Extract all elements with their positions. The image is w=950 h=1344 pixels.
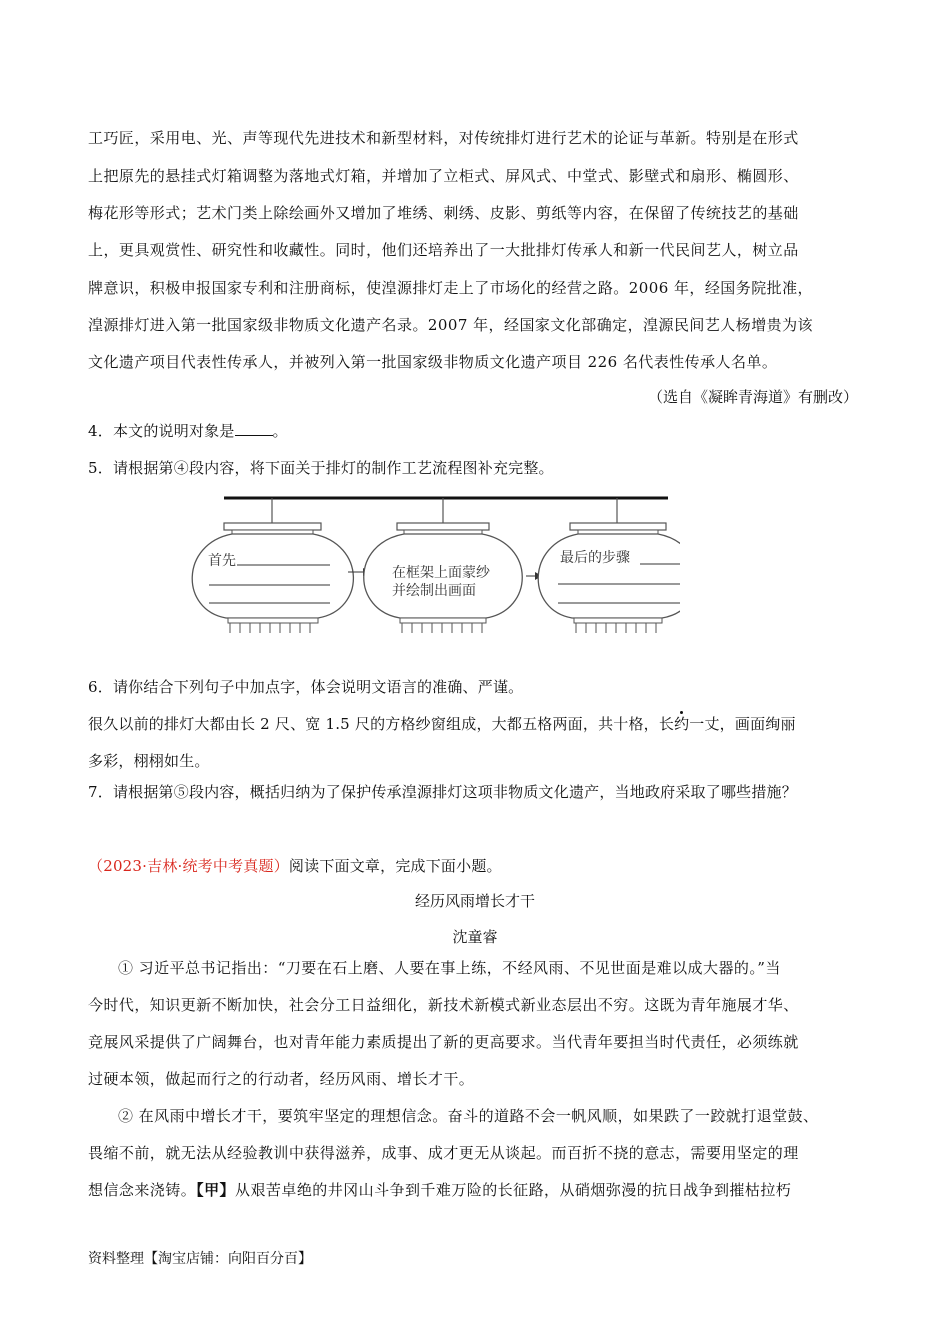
passage-line: 上把原先的悬挂式灯箱调整为落地式灯箱，并增加了立柜式、屏风式、中堂式、影壁式和扇形、椭圆形、 [88,167,799,185]
paragraph-line [88,1180,791,1200]
answer-blank[interactable] [235,435,273,436]
passage-line: 湟源排灯进入第一批国家级非物质文化遗产名录。2007 年，经国家文化部确定，湟源民间艺人杨增贵为该 [88,316,813,334]
q6-sentence-after: 一丈，画面绚丽 [689,715,796,733]
article-title: 经历风雨增长才干 [414,892,535,910]
lantern-process-diagram [190,492,680,642]
section-2-header [88,856,502,876]
passage-line: 上，更具观赏性、研究性和收藏性。同时，他们还培养出了一大批排灯传承人和新一代民间艺人，树立品 [88,241,799,259]
dotted-char: 约 [674,715,690,733]
paragraph-line: ② 在风雨中增长才干，要筑牢坚定的理想信念。奋斗的道路不会一帆风顺，如果跌了一跤就打退堂鼓、 [118,1107,819,1125]
passage-line: 工巧匠，采用电、光、声等现代先进技术和新型材料，对传统排灯进行艺术的论证与革新。特别是在形式 [88,129,799,147]
source-tag: （2023·吉林·统考中考真题） [88,857,289,875]
paragraph-line: 畏缩不前，就无法从经验教训中获得滋养，成事、成才更无从谈起。而百折不挠的意志，需要用坚定的理 [88,1144,799,1162]
article-author: 沈童睿 [452,928,498,946]
question-6: 6．请你结合下列句子中加点字，体会说明文语言的准确、严谨。 [88,678,524,696]
step-2-text-line1: 在框架上面蒙纱 [392,564,490,580]
question-4-suffix: 。 [272,422,288,440]
question-4 [88,421,288,441]
question-4-prompt: 4．本文的说明对象是 [88,422,235,440]
passage-line: 牌意识，积极申报国家专利和注册商标，使湟源排灯走上了市场化的经营之路。2006 年，经国务院批准， [88,279,813,297]
step-1-label: 首先 [208,552,236,568]
step-2-text-line2: 并绘制出画面 [392,582,476,598]
placeholder-mark: 【甲】 [196,1181,236,1199]
section-2-instruction: 阅读下面文章，完成下面小题。 [288,857,502,875]
paragraph-line: 今时代，知识更新不断加快，社会分工日益细化，新技术新模式新业态层出不穷。这既为青年施展才华、 [88,996,799,1014]
question-7: 7．请根据第⑤段内容，概括归纳为了保护传承湟源排灯这项非物质文化遗产，当地政府采取了哪些措施？ [88,783,797,801]
question-5: 5．请根据第④段内容，将下面关于排灯的制作工艺流程图补充完整。 [88,459,554,477]
q6-sentence-line1 [88,714,796,734]
paragraph-line: 竞展风采提供了广阔舞台，也对青年能力素质提出了新的更高要求。当代青年要担当时代责任，必须练就 [88,1033,799,1051]
passage-line: 梅花形等形式；艺术门类上除绘画外又增加了堆绣、刺绣、皮影、剪纸等内容，在保留了传统技艺的基础 [88,204,799,222]
lantern-step-3 [538,498,680,633]
step-3-label: 最后的步骤 [560,549,630,565]
paragraph-line: ① 习近平总书记指出：“刀要在石上磨、人要在事上练，不经风雨、不见世面是难以成大器的。”当 [118,959,781,977]
source-note: （选自《凝眸青海道》有删改） [647,388,858,406]
lantern-step-1 [192,498,353,633]
q6-sentence-line2: 多彩，栩栩如生。 [88,752,210,770]
paragraph-line: 过硬本领，做起而行之的行动者，经历风雨、增长才干。 [88,1070,475,1088]
footer-note: 资料整理【淘宝店铺：向阳百分百】 [88,1251,312,1267]
paragraph-text: 想信念来浇铸。 [88,1181,197,1199]
lantern-step-2 [364,498,523,633]
q6-sentence-before: 很久以前的排灯大都由长 2 尺、宽 1.5 尺的方格纱窗组成，大都五格两面，共十格，长 [88,715,675,733]
passage-line: 文化遗产项目代表性传承人，并被列入第一批国家级非物质文化遗产项目 226 名代表性传承人名单。 [88,353,778,371]
paragraph-text: 从艰苦卓绝的井冈山斗争到千难万险的长征路，从硝烟弥漫的抗日战争到摧枯拉朽 [235,1181,792,1199]
